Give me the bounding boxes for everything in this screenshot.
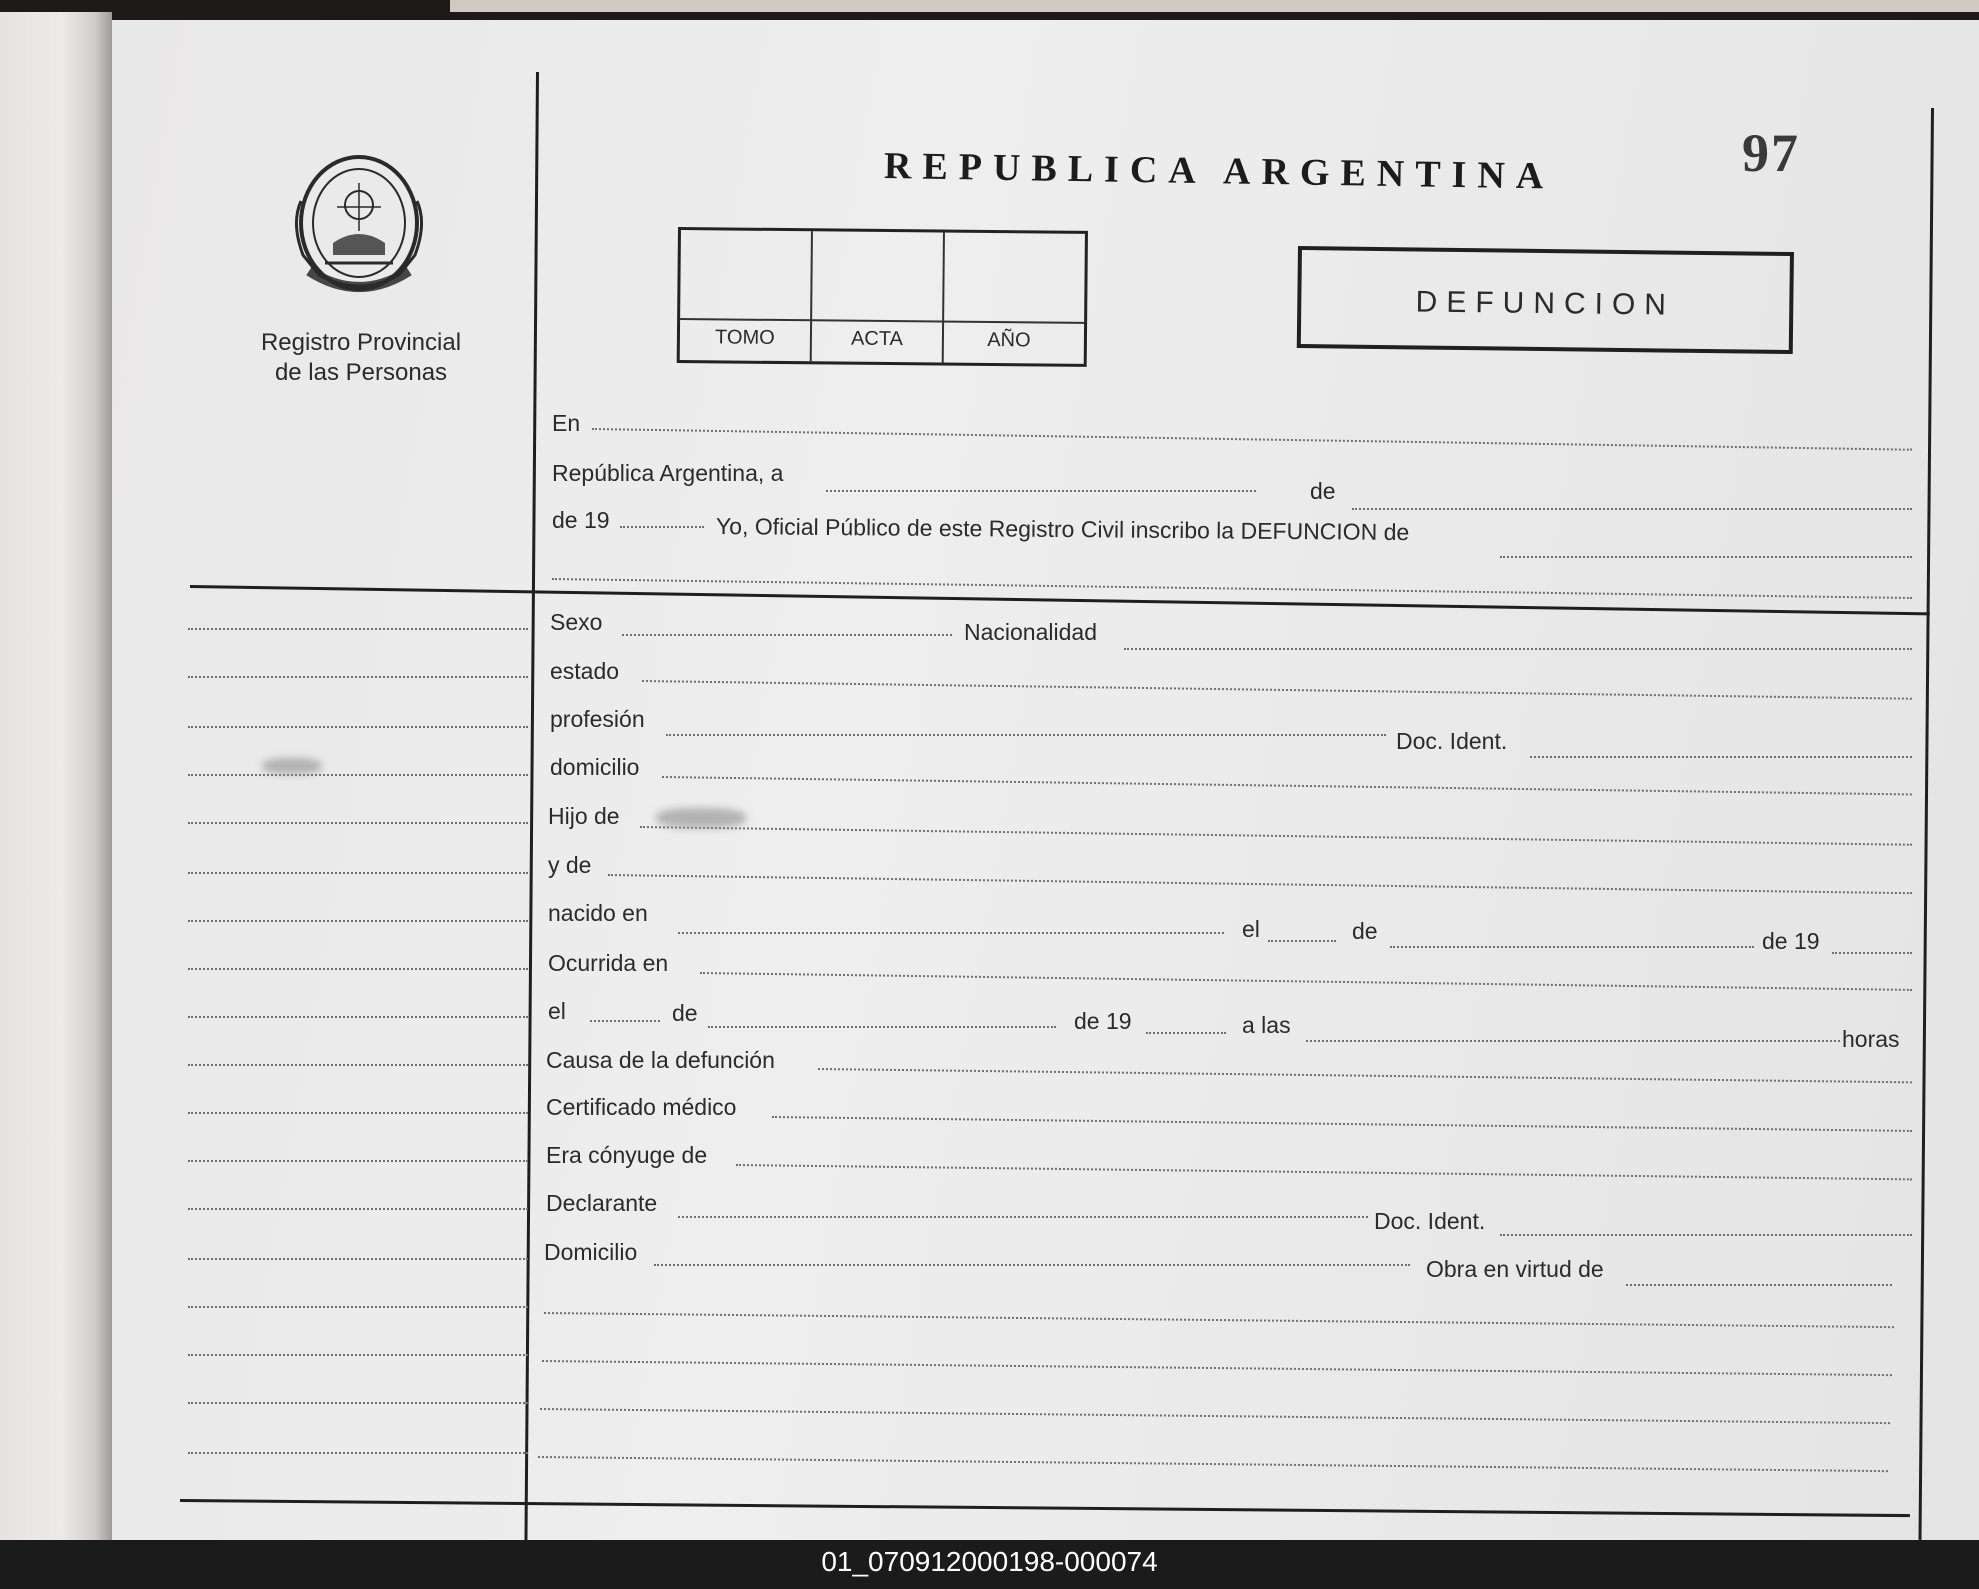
field-hora[interactable]	[1306, 1040, 1840, 1042]
field-declarante[interactable]	[678, 1216, 1368, 1218]
label-yo-oficial: Yo, Oficial Público de este Registro Civil inscribo la DEFUNCION de	[715, 513, 1410, 546]
field-nacido-mes[interactable]	[1390, 946, 1754, 948]
label-doc-ident: Doc. Ident.	[1396, 728, 1508, 754]
field-nacido-anio[interactable]	[1832, 952, 1912, 954]
label-profesion: profesión	[550, 706, 645, 732]
field-ocurrida-dia[interactable]	[590, 1020, 660, 1022]
record-type-box	[1297, 246, 1794, 354]
label-ocurrida-en: Ocurrida en	[548, 950, 669, 976]
label-de-mes: de	[1310, 478, 1336, 504]
label-horas: horas	[1842, 1026, 1900, 1052]
margin-line[interactable]	[188, 774, 528, 776]
label-en: En	[552, 410, 581, 436]
registry-line-2: de las Personas	[274, 359, 448, 386]
label-nacido-el: el	[1242, 916, 1260, 942]
field-doc-ident-declarante[interactable]	[1500, 1234, 1912, 1236]
margin-line[interactable]	[188, 872, 528, 874]
margin-line[interactable]	[188, 628, 528, 630]
redacted-mark	[262, 758, 322, 774]
label-nacido-de19: de 19	[1762, 928, 1820, 954]
reference-table	[677, 227, 1088, 367]
margin-line[interactable]	[188, 1452, 528, 1454]
margin-line[interactable]	[188, 1402, 528, 1404]
field-nacido-dia[interactable]	[1268, 940, 1336, 942]
margin-line[interactable]	[188, 1354, 528, 1356]
label-republica: República Argentina, a	[552, 460, 784, 486]
label-conyuge: Era cónyuge de	[546, 1142, 708, 1168]
label-hijo-de: Hijo de	[548, 803, 620, 829]
field-dia[interactable]	[826, 490, 1256, 492]
field-defuncion-de[interactable]	[1500, 556, 1912, 558]
col-header-tomo: TOMO	[715, 326, 775, 349]
field-nacido-en[interactable]	[678, 932, 1224, 934]
field-domicilio-declarante[interactable]	[654, 1264, 1410, 1266]
col-header-acta: ACTA	[850, 327, 903, 351]
country-title: REPUBLICA ARGENTINA	[883, 145, 1555, 198]
field-doc-ident[interactable]	[1530, 756, 1912, 758]
margin-line[interactable]	[188, 1016, 528, 1018]
label-ocurrida-el: el	[548, 998, 566, 1024]
label-domicilio-declarante: Domicilio	[544, 1239, 638, 1265]
field-sexo[interactable]	[622, 634, 952, 636]
label-y-de: y de	[548, 852, 592, 878]
label-a-las: a las	[1242, 1012, 1291, 1038]
label-causa: Causa de la defunción	[546, 1047, 775, 1073]
margin-line[interactable]	[188, 1208, 528, 1210]
col-header-anio: AÑO	[987, 328, 1031, 352]
label-certificado: Certificado médico	[546, 1094, 737, 1120]
margin-line[interactable]	[188, 1306, 528, 1308]
field-ocurrida-anio[interactable]	[1146, 1032, 1226, 1034]
label-nacionalidad: Nacionalidad	[964, 619, 1097, 645]
record-type-label: DEFUNCION	[1415, 285, 1676, 322]
label-domicilio: domicilio	[550, 754, 640, 780]
field-ocurrida-mes[interactable]	[708, 1026, 1056, 1028]
field-anio[interactable]	[620, 526, 704, 528]
margin-line[interactable]	[188, 1160, 528, 1162]
label-doc-ident-declarante: Doc. Ident.	[1374, 1208, 1486, 1234]
label-sexo: Sexo	[550, 609, 603, 635]
redacted-mark	[656, 808, 746, 828]
facing-page-edge	[0, 12, 112, 1540]
margin-line[interactable]	[188, 1064, 528, 1066]
registry-name	[236, 328, 486, 388]
margin-line[interactable]	[188, 968, 528, 970]
label-nacido-de: de	[1352, 918, 1378, 944]
page-number: 97	[1742, 123, 1800, 183]
field-profesion[interactable]	[666, 734, 1386, 736]
field-nacionalidad[interactable]	[1124, 648, 1912, 650]
field-mes[interactable]	[1352, 508, 1912, 510]
margin-line[interactable]	[188, 1258, 528, 1260]
margin-line[interactable]	[188, 726, 528, 728]
label-ocurrida-de: de	[672, 1000, 698, 1026]
label-ocurrida-de19: de 19	[1074, 1008, 1132, 1034]
margin-line[interactable]	[188, 676, 528, 678]
label-declarante: Declarante	[546, 1190, 658, 1216]
province-seal-icon	[289, 143, 429, 303]
margin-line[interactable]	[188, 920, 528, 922]
label-estado: estado	[550, 658, 620, 684]
label-nacido-en: nacido en	[548, 900, 648, 926]
margin-line[interactable]	[188, 822, 528, 824]
label-de-19: de 19	[552, 507, 610, 533]
label-obra-en-virtud: Obra en virtud de	[1426, 1256, 1604, 1282]
field-obra-en-virtud[interactable]	[1626, 1284, 1892, 1286]
registry-line-1: Registro Provincial	[260, 329, 462, 356]
image-id-caption: 01_070912000198-000074	[0, 1540, 1979, 1589]
margin-line[interactable]	[188, 1112, 528, 1114]
book-top-edge	[0, 0, 1979, 22]
